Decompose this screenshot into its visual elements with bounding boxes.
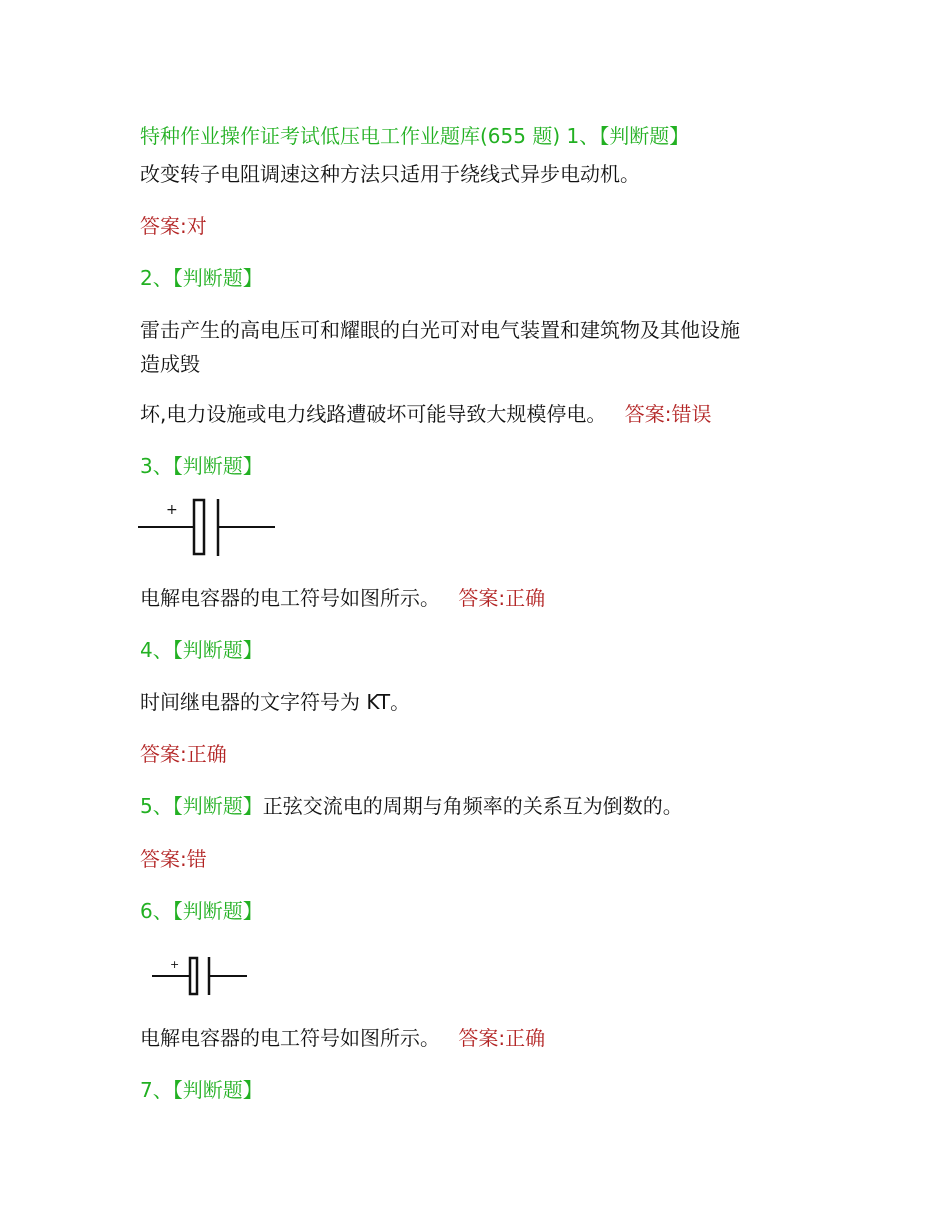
question-header — [140, 1076, 263, 1104]
title-line — [140, 122, 689, 150]
answer-label: 答案:错 — [140, 847, 207, 871]
question-text: 坏,电力设施或电力线路遭破坏可能导致大规模停电。 — [140, 402, 607, 426]
question-text: 雷击产生的高电压可和耀眼的白光可对电气装置和建筑物及其他设施 — [140, 318, 740, 342]
question-text-with-answer — [140, 1024, 545, 1052]
question-text-with-answer — [140, 584, 545, 612]
answer-label: 答案:错误 — [624, 402, 712, 426]
question-line — [140, 792, 683, 820]
question-text: 造成毁 — [140, 352, 200, 376]
question-type-tag: 【判断题】 — [172, 1078, 263, 1102]
answer-label: 答案:正确 — [458, 586, 546, 610]
plus-sign: + — [170, 958, 180, 971]
question-type-tag: 【判断题】 — [172, 899, 263, 923]
question-type-tag: 【判断题】 — [172, 266, 263, 290]
question-header — [140, 636, 263, 664]
question-type-tag: 【判断题】 — [172, 638, 263, 662]
question-number: 7、 — [140, 1078, 173, 1102]
question-type-tag: 【判断题】 — [599, 124, 690, 148]
question-number: 6、 — [140, 899, 173, 923]
question-number: 3、 — [140, 454, 173, 478]
document-title: 特种作业操作证考试低压电工作业题库(655 题) — [140, 124, 561, 148]
question-type-tag: 【判断题】 — [172, 794, 263, 818]
question-number: 2、 — [140, 266, 173, 290]
answer-label: 答案:正确 — [140, 742, 227, 766]
question-number: 5、 — [140, 794, 173, 818]
question-text: 正弦交流电的周期与角频率的关系互为倒数的。 — [262, 794, 683, 818]
question-header — [140, 897, 263, 925]
answer-label: 答案:对 — [140, 214, 207, 238]
plus-sign: + — [166, 502, 178, 518]
question-text: 电解电容器的电工符号如图所示。 — [140, 1026, 440, 1050]
question-text: 时间继电器的文字符号为 KT。 — [140, 690, 411, 714]
question-header — [140, 264, 263, 292]
answer-label: 答案:正确 — [458, 1026, 546, 1050]
electrolytic-capacitor-symbol — [138, 952, 250, 1000]
electrolytic-capacitor-symbol — [138, 494, 278, 562]
question-number: 4、 — [140, 638, 173, 662]
question-type-tag: 【判断题】 — [172, 454, 263, 478]
question-header — [140, 452, 263, 480]
question-text-with-answer — [140, 400, 711, 428]
question-text: 电解电容器的电工符号如图所示。 — [140, 586, 440, 610]
question-number: 1、 — [566, 124, 600, 148]
question-text: 改变转子电阻调速这种方法只适用于绕线式异步电动机。 — [140, 162, 640, 186]
